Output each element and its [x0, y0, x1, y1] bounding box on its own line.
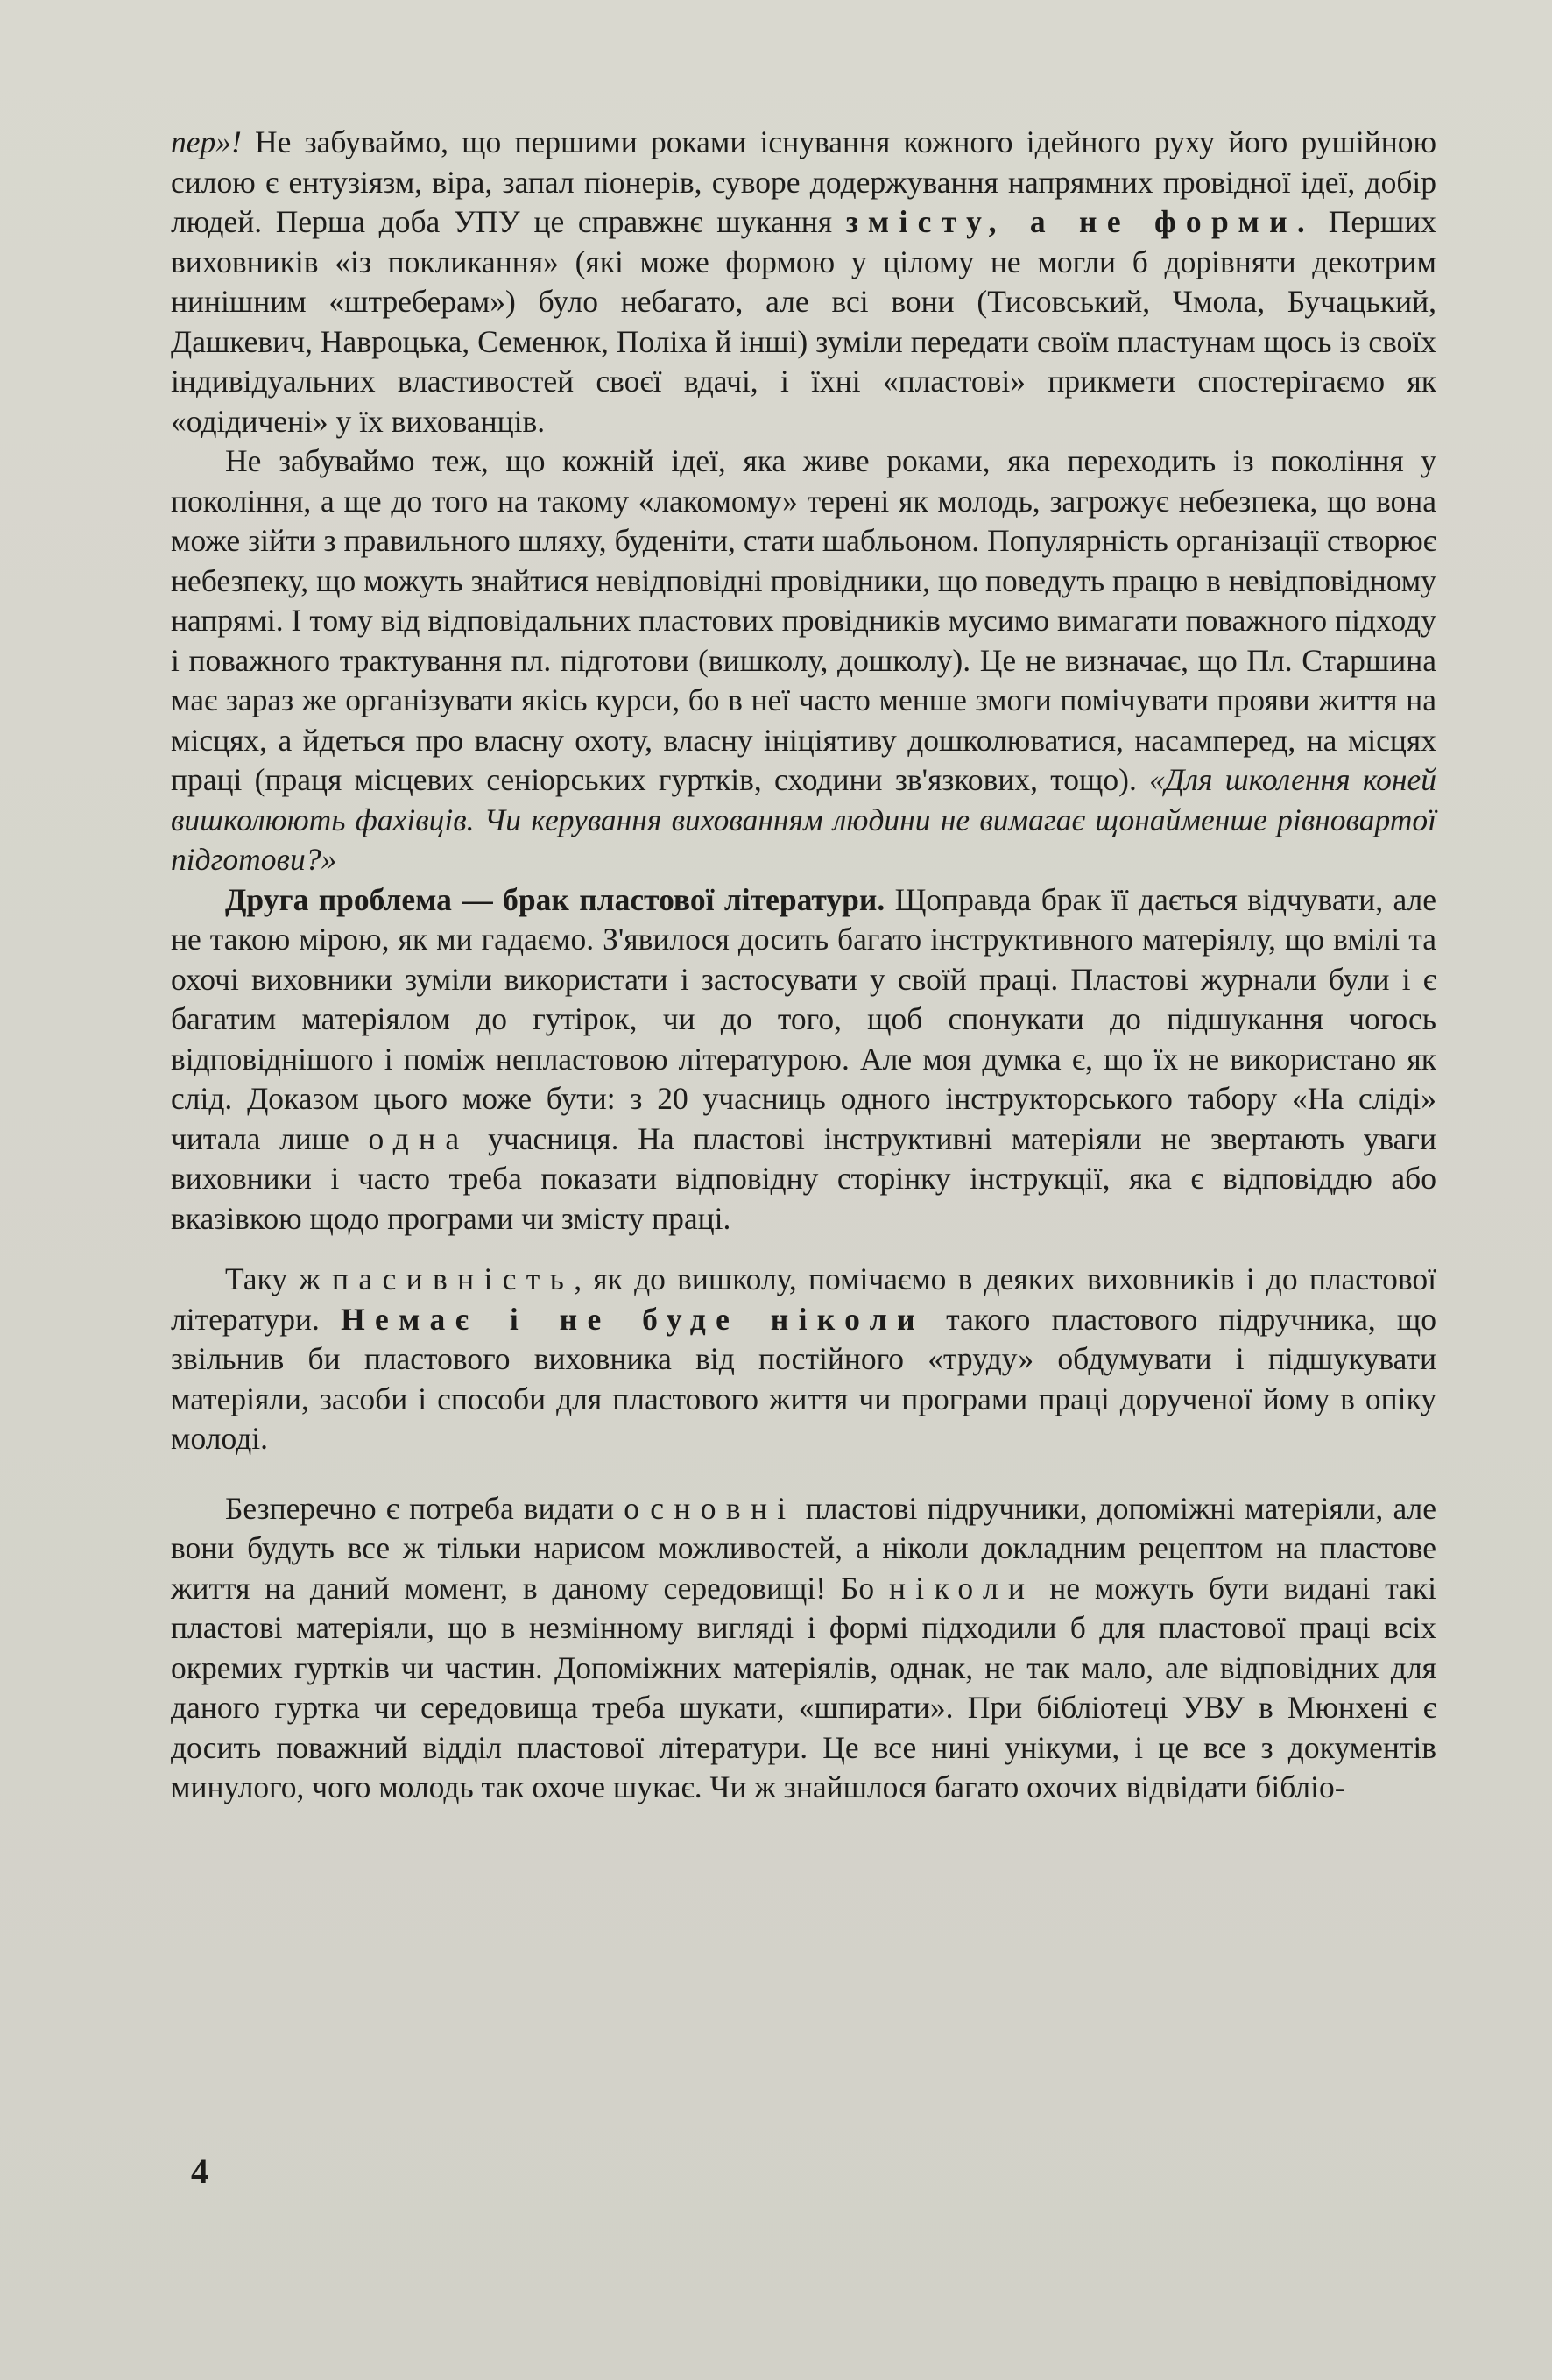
page-number: 4 [191, 2151, 208, 2191]
emphasis-spaced: ніколи [888, 1570, 1035, 1606]
emphasis-spaced: змісту, а не форми. [845, 204, 1316, 239]
paragraph-5: Безперечно є потреба видати основні пластові підручники, допоміжні матеріяли, але вони будуть все ж тільки нарисом можливостей, а ніколи докладним рецептом на пластове життя на даний момент, в даному середовищі! Бо ніколи не можуть бути видані такі пластові матеріяли, що в незмінному вигляді і формі підходили б для пластової праці всіх окремих гуртків чи частин. Допоміжних матеріялів, однак, не так мало, але відповідних для даного гуртка чи середовища треба шукати, «шпирати». При бібліотеці УВУ в Мюнхені є досить поважний відділ пластової літератури. Це все нині унікуми, і це все з документів минулого, чого молодь так охоче шукає. Чи ж знайшлося багато охочих відвідати бібліо- [171, 1490, 1437, 1804]
paragraph-4: Таку ж пасивність, як до вишколу, помічаємо в деяких виховників і до пластової літератури. Немає і не буде ніколи такого пластового підручника, що звільнив би пластового виховника від постійного «труду» обдумувати і підшукувати матеріяли, засоби і способи для пластового життя чи програми праці дорученої йому в опіку молоді. [171, 1261, 1436, 1456]
bold-heading: Друга проблема — брак пластової літератури. [225, 881, 885, 917]
paragraph-2: Не забуваймо теж, що кожній ідеї, яка живе роками, яка переходить із покоління у покоління, а ще до того на такому «лакомому» терені як молодь, загрожує небезпека, що вона може зійти з правильного шляху, буденіти, стати шабльоном. Популярність організації створює небезпеку, що можуть знайтися невідповідні провідники, що поведуть працю в невідповідному напрямі. І тому від відповідальних пластових провідників мусимо вимагати поважного підходу і поважного трактування пл. підготови (вишколу, дошколу). Це не визначає, що Пл. Старшина має зараз же організувати якісь курси, бо в неї часто менше змоги помічувати прояви життя на місцях, а йдеться про власну охоту, власну ініціятиву дошколюватися, насамперед, на місцях праці (праця місцевих сеніорських гуртків, сходини зв'язкових, тощо). «Для школення коней вишколюють фахівців. Чи керування вихованням людини не вимагає щонайменше рівновартої підготови?» [171, 443, 1437, 877]
emphasis-spaced: пасивність [332, 1261, 575, 1296]
italic-quote: «Для школення коней вишколюють фахівців. Чи керування вихованням людини не вимагає щонайменше рівновартої підготови?» [171, 762, 1437, 877]
paragraph-1: пер»! Не забуваймо, що першими роками існування кожного ідейного руху його рушійною силою є ентузіязм, віра, запал піонерів, суворе додержування напрямних провідної ідеї, добір людей. Перша доба УПУ це справжнє шукання змісту, а не форми. Перших виховників «із покликання» (які може формою у цілому не могли б дорівняти декотрим нинішним «штреберам») було небагато, але всі вони (Тисовський, Чмола, Бучацький, Дашкевич, Навроцька, Семенюк, Поліха й інші) зуміли передати своїм пластунам щось із своїх індивідуальних властивостей своєї вдачі, і їхні «пластові» прикмети спостерігаємо як «одідичені» у їх вихованців. [171, 124, 1437, 439]
continuation-fragment: пер»! [171, 124, 242, 159]
body-text [171, 123, 1436, 1808]
emphasis-spaced-bold: Немає і не буде ніколи [341, 1301, 925, 1337]
paragraph-3: Друга проблема — брак пластової літератури. Щоправда брак її дається відчувати, але не такою мірою, як ми гадаємо. З'явилося досить багато інструктивного матеріялу, що вмілі та охочі виховники зуміли використати і застосувати у своїй праці. Пластові журнали були і є багатим матеріялом до гутірок, чи до того, щоб спонукати до підшукання чогось відповіднішого і поміж непластовою літературою. Але моя думка є, що їх не використано як слід. Доказом цього може бути: з 20 учасниць одного інструкторського табору «На сліді» читала лише одна учасниця. На пластові інструктивні матеріяли не звертають уваги виховники і часто треба показати відповідну сторінку інструкції, яка є відповіддю або вказівкою щодо програми чи змісту праці. [171, 881, 1436, 1236]
emphasis-spaced: одна [368, 1120, 469, 1156]
emphasis-spaced: основні [624, 1490, 796, 1526]
